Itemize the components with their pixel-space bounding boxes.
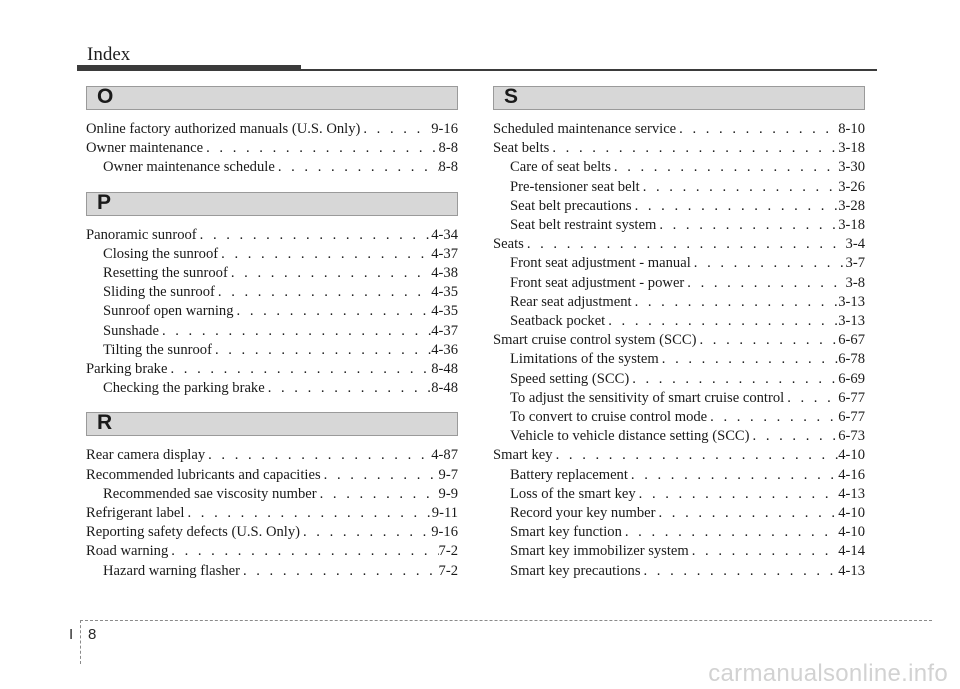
dot-leader [659, 350, 838, 369]
index-subentry [86, 264, 458, 283]
entry-page-ref: 8-8 [438, 140, 458, 157]
entry-label: Sunroof open warning [103, 303, 234, 320]
index-entry-list [86, 446, 458, 580]
index-column-left [86, 86, 458, 595]
entry-page-ref: 6-73 [838, 428, 865, 445]
entry-page-ref: 9-11 [431, 505, 458, 522]
dot-leader [611, 158, 838, 177]
index-subentry [493, 274, 865, 293]
entry-page-ref: 3-13 [838, 293, 865, 310]
index-subentry [493, 504, 865, 523]
entry-label: To convert to cruise control mode [510, 409, 708, 426]
index-subentry [86, 283, 458, 302]
index-subentry [86, 562, 458, 581]
entry-page-ref: 3-26 [838, 178, 865, 195]
index-subentry [493, 254, 865, 273]
title-rule-thin [301, 69, 877, 71]
dot-leader [553, 446, 839, 465]
entry-page-ref: 4-36 [431, 341, 458, 358]
entry-label: Seatback pocket [510, 313, 606, 330]
entry-label: Care of seat belts [510, 159, 611, 176]
dot-leader [707, 408, 838, 427]
entry-label: Recommended lubricants and capacities [86, 466, 321, 483]
section-letter: S [504, 85, 519, 108]
entry-label: Recommended sae viscosity number [103, 485, 317, 502]
dot-leader [750, 427, 839, 446]
index-subentry [493, 216, 865, 235]
entry-label: Record your key number [510, 505, 656, 522]
entry-label: Speed setting (SCC) [510, 370, 630, 387]
dot-leader [696, 331, 838, 350]
dot-leader [197, 226, 432, 245]
entry-label: Front seat adjustment - manual [510, 255, 691, 272]
entry-label: Pre-tensioner seat belt [510, 178, 640, 195]
entry-page-ref: 4-37 [431, 322, 458, 339]
entry-page-ref: 7-2 [438, 543, 458, 560]
entry-label: Rear seat adjustment [510, 293, 632, 310]
dot-leader [317, 485, 439, 504]
dot-leader [628, 466, 838, 485]
entry-page-ref: 4-34 [431, 226, 458, 243]
entry-page-ref: 4-10 [838, 447, 865, 464]
footer-rule [80, 620, 932, 621]
entry-label: Hazard warning flasher [103, 562, 240, 579]
index-entry [86, 120, 458, 139]
index-entry [86, 504, 458, 523]
entry-page-ref: 9-9 [438, 485, 458, 502]
entry-label: Sunshade [103, 322, 159, 339]
dot-leader [234, 302, 432, 321]
entry-label: Smart cruise control system (SCC) [493, 332, 697, 349]
index-subentry [493, 523, 865, 542]
index-subentry [86, 158, 458, 177]
entry-label: Sliding the sunroof [103, 284, 215, 301]
dot-leader [549, 139, 838, 158]
index-entry-list [493, 120, 865, 581]
dot-leader [275, 158, 439, 177]
dot-leader [212, 341, 431, 360]
index-subentry [86, 302, 458, 321]
section-letter: R [97, 411, 113, 435]
dot-leader [684, 274, 845, 293]
index-entry [86, 139, 458, 158]
dot-leader [784, 389, 838, 408]
entry-label: Checking the parking brake [103, 380, 265, 397]
dot-leader [240, 562, 439, 581]
entry-page-ref: 6-78 [838, 351, 865, 368]
index-subentry [493, 408, 865, 427]
entry-page-ref: 6-67 [838, 332, 865, 349]
dot-leader [676, 120, 838, 139]
entry-page-ref: 6-69 [838, 370, 865, 387]
index-subentry [493, 178, 865, 197]
section-header-r [86, 412, 458, 436]
entry-page-ref: 9-7 [438, 466, 458, 483]
entry-page-ref: 3-18 [838, 217, 865, 234]
entry-page-ref: 3-28 [838, 197, 865, 214]
entry-page-ref: 3-4 [845, 236, 865, 253]
index-subentry [493, 562, 865, 581]
entry-page-ref: 4-13 [838, 562, 865, 579]
dot-leader [205, 446, 431, 465]
index-entry [493, 139, 865, 158]
section-letter: P [97, 190, 112, 214]
entry-page-ref: 3-7 [845, 255, 865, 272]
index-entry [493, 120, 865, 139]
index-subentry [493, 158, 865, 177]
entry-page-ref: 3-13 [838, 313, 865, 330]
entry-page-ref: 6-77 [838, 389, 865, 406]
entry-page-ref: 4-38 [431, 265, 458, 282]
entry-label: Closing the sunroof [103, 245, 219, 262]
entry-page-ref: 4-14 [838, 543, 865, 560]
index-subentry [493, 485, 865, 504]
dot-leader [321, 466, 439, 485]
entry-page-ref: 4-10 [838, 505, 865, 522]
index-entry [86, 542, 458, 561]
entry-page-ref: 4-35 [431, 284, 458, 301]
entry-label: Seat belt restraint system [510, 217, 657, 234]
index-subentry [86, 341, 458, 360]
entry-label: Front seat adjustment - power [510, 274, 685, 291]
dot-leader [656, 216, 838, 235]
dot-leader [360, 120, 431, 139]
entry-label: Limitations of the system [510, 351, 659, 368]
index-entry-list [86, 120, 458, 178]
index-subentry [493, 542, 865, 561]
index-entry [86, 446, 458, 465]
watermark: carmanualsonline.info [708, 660, 948, 687]
entry-label: Refrigerant label [86, 505, 185, 522]
dot-leader [689, 542, 838, 561]
dot-leader [203, 139, 438, 158]
entry-label: Scheduled maintenance service [493, 121, 677, 137]
entry-page-ref: 4-35 [431, 303, 458, 320]
entry-label: Owner maintenance schedule [103, 159, 275, 176]
entry-page-ref: 4-87 [431, 447, 458, 464]
section-letter: O [97, 85, 114, 108]
index-subentry [86, 322, 458, 341]
dot-leader [215, 283, 431, 302]
entry-label: Seat belts [493, 140, 550, 157]
section-header-s [493, 86, 865, 110]
dot-leader [184, 504, 431, 523]
dot-leader [641, 562, 839, 581]
entry-label: Smart key immobilizer system [510, 543, 689, 560]
entry-label: Owner maintenance [86, 140, 204, 157]
index-subentry [493, 370, 865, 389]
index-entry [493, 331, 865, 350]
entry-label: Online factory authorized manuals (U.S. Only) [86, 121, 361, 137]
dot-leader [167, 360, 431, 379]
dot-leader [265, 379, 432, 398]
section-header-o [86, 86, 458, 110]
index-entry [86, 360, 458, 379]
dot-leader [300, 523, 431, 542]
index-entry [86, 226, 458, 245]
entry-label: Vehicle to vehicle distance setting (SCC) [510, 428, 750, 445]
footer-page-number: 8 [88, 626, 97, 643]
index-subentry [86, 245, 458, 264]
entry-label: Seats [493, 236, 524, 253]
entry-label: Smart key [493, 447, 553, 464]
index-subentry [493, 197, 865, 216]
index-entry-list [86, 226, 458, 399]
footer-section-letter: I [69, 626, 74, 643]
entry-label: Smart key function [510, 524, 622, 541]
dot-leader [656, 504, 839, 523]
dot-leader [691, 254, 846, 273]
dot-leader [605, 312, 838, 331]
dot-leader [636, 485, 839, 504]
entry-label: Resetting the sunroof [103, 265, 228, 282]
footer-divider [80, 620, 81, 664]
entry-label: Smart key precautions [510, 562, 641, 579]
index-subentry [86, 485, 458, 504]
index-entry [493, 446, 865, 465]
entry-page-ref: 3-8 [845, 274, 865, 291]
entry-label: Road warning [86, 543, 169, 560]
entry-page-ref: 8-10 [838, 121, 865, 137]
entry-page-ref: 8-48 [431, 361, 458, 378]
entry-page-ref: 9-16 [431, 121, 458, 137]
index-entry [86, 466, 458, 485]
index-entry [493, 235, 865, 254]
index-subentry [493, 427, 865, 446]
entry-label: Panoramic sunroof [86, 226, 197, 243]
entry-label: Rear camera display [86, 447, 206, 464]
dot-leader [228, 264, 431, 283]
entry-page-ref: 3-18 [838, 140, 865, 157]
dot-leader [632, 293, 839, 312]
entry-label: Parking brake [86, 361, 168, 378]
entry-page-ref: 4-13 [838, 485, 865, 502]
index-column-right [493, 86, 865, 595]
dot-leader [622, 523, 838, 542]
entry-label: Tilting the sunroof [103, 341, 212, 358]
index-entry [86, 523, 458, 542]
page-title: Index [87, 44, 131, 65]
index-subentry [493, 312, 865, 331]
entry-page-ref: 8-8 [438, 159, 458, 176]
dot-leader [640, 178, 839, 197]
index-subentry [493, 389, 865, 408]
entry-page-ref: 6-77 [838, 409, 865, 426]
dot-leader [168, 542, 438, 561]
entry-label: Reporting safety defects (U.S. Only) [86, 524, 300, 541]
index-subentry [86, 379, 458, 398]
index-subentry [493, 466, 865, 485]
entry-page-ref: 4-37 [431, 245, 458, 262]
dot-leader [218, 245, 431, 264]
entry-page-ref: 9-16 [431, 524, 458, 541]
entry-page-ref: 4-16 [838, 466, 865, 483]
entry-label: To adjust the sensitivity of smart cruise control [510, 389, 785, 406]
index-subentry [493, 350, 865, 369]
index-subentry [493, 293, 865, 312]
entry-page-ref: 4-10 [838, 524, 865, 541]
dot-leader [524, 235, 846, 254]
entry-label: Loss of the smart key [510, 485, 636, 502]
entry-label: Seat belt precautions [510, 197, 632, 214]
dot-leader [629, 370, 838, 389]
entry-page-ref: 3-30 [838, 159, 865, 176]
entry-page-ref: 7-2 [438, 562, 458, 579]
dot-leader [159, 322, 431, 341]
entry-page-ref: 8-48 [431, 380, 458, 397]
entry-label: Battery replacement [510, 466, 628, 483]
title-rule-thick [77, 65, 301, 71]
dot-leader [632, 197, 839, 216]
section-header-p [86, 192, 458, 216]
